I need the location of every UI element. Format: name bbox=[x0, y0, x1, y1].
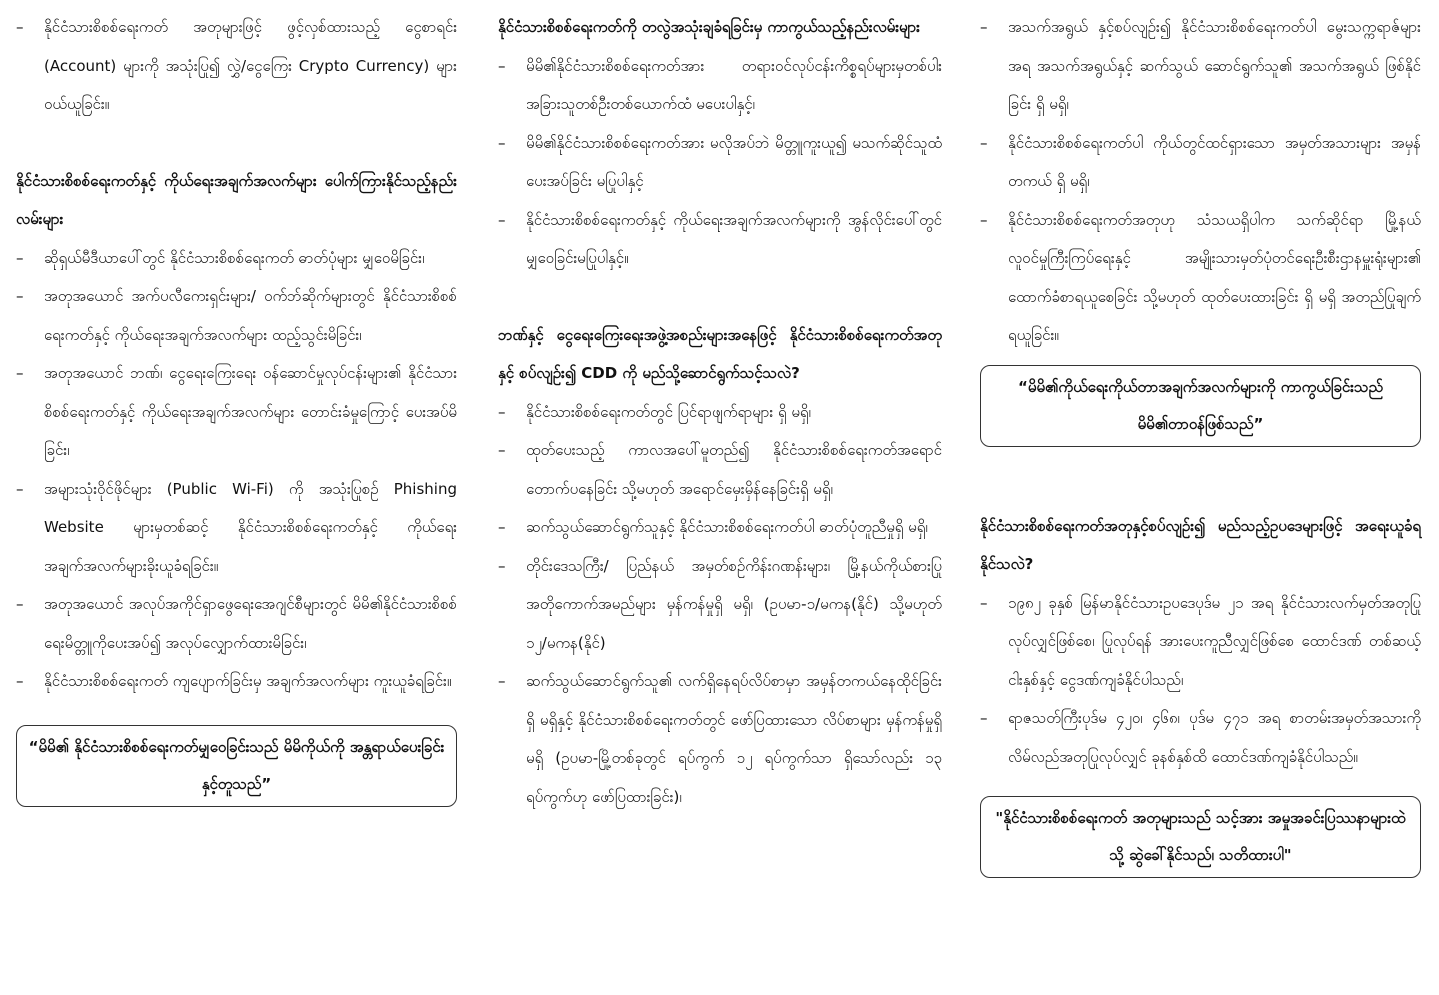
list-item bbox=[16, 662, 457, 701]
list-item bbox=[498, 547, 942, 663]
dash-bullet: – bbox=[498, 56, 506, 75]
list-item bbox=[16, 585, 457, 662]
dash-bullet: – bbox=[980, 210, 988, 229]
dash-bullet: – bbox=[498, 518, 506, 536]
dash-bullet: – bbox=[16, 479, 24, 498]
list-item-text: အတုအယောင် ဘဏ်၊ ငွေရေးကြေးရေး ဝန်ဆောင်မှုလုပ်ငန်းများ၏ နိုင်ငံသားစိစစ်ရေးကတ်နှင့် ကိုယ်ရေးအချက်အလက်များ တောင်းခံမှုကြောင့် ပေးအပ်မိခြင်း၊ bbox=[44, 364, 457, 459]
column-2 bbox=[498, 8, 942, 816]
leak-methods-list bbox=[16, 239, 457, 701]
dash-bullet: – bbox=[980, 18, 988, 36]
list-item-text: ဆက်သွယ်ဆောင်ရွက်သူနှင့် နိုင်ငံသားစိစစ်ရေးကတ်ပါ ဓာတ်ပုံတူညီမှုရှိ မရှိ၊ bbox=[526, 518, 928, 536]
dash-bullet: – bbox=[16, 287, 24, 305]
list-item bbox=[980, 8, 1421, 124]
dash-bullet: – bbox=[16, 595, 24, 613]
section-heading-leak-methods: နိုင်ငံသားစိစစ်ရေးကတ်နှင့် ကိုယ်ရေးအချက်အလက်များ ပေါက်ကြားနိုင်သည့်နည်းလမ်းများ bbox=[16, 171, 457, 228]
list-item-text: ထုတ်ပေးသည့် ကာလအပေါ်မူတည်၍ နိုင်ငံသားစိစစ်ရေးကတ်အရောင်တောက်ပနေခြင်း သို့မဟုတ် အရောင်မှေးမှိန်နေခြင်းရှိ မရှိ၊ bbox=[526, 441, 942, 498]
list-item-text: နိုင်ငံသားစိစစ်ရေးကတ် အတုများဖြင့် ဖွင့်လှစ်ထားသည့် ငွေစာရင်း (Account) များကို အသုံးပြု၍ လွှဲ/ငွေကြေး Crypto Currency) များ ဝယ်ယူခြင်း။ bbox=[44, 18, 457, 113]
dash-bullet: – bbox=[16, 248, 24, 267]
cdd-checks-list bbox=[498, 393, 942, 817]
list-item-text: နိုင်ငံသားစိစစ်ရေးကတ် ကျပျောက်ခြင်းမှ အချက်အလက်များ ကူးယူခံရခြင်း။ bbox=[44, 672, 452, 690]
list-item bbox=[498, 124, 942, 201]
dash-bullet: – bbox=[498, 441, 506, 459]
dash-bullet: – bbox=[980, 133, 988, 152]
list-item bbox=[980, 584, 1421, 700]
list-item-text: ဆိုရှယ်မီဒီယာပေါ်တွင် နိုင်ငံသားစိစစ်ရေးကတ် ဓာတ်ပုံများ မျှဝေမိခြင်း၊ bbox=[44, 248, 425, 267]
list-item-text: နိုင်ငံသားစိစစ်ရေးကတ်ပါ ကိုယ်တွင်ထင်ရှားသော အမှတ်အသားများ အမှန်တကယ် ရှိ မရှိ၊ bbox=[1008, 133, 1421, 190]
dash-bullet: – bbox=[16, 18, 24, 36]
list-item-text: နိုင်ငံသားစိစစ်ရေးကတ်နှင့် ကိုယ်ရေးအချက်အလက်များကို အွန်လိုင်းပေါ်တွင် မျှဝေခြင်းမပြုပါနှင့်။ bbox=[526, 210, 942, 267]
quote-box-sharing-warning: “မိမိ၏ နိုင်ငံသားစိစစ်ရေးကတ်မျှဝေခြင်းသည် မိမိကိုယ်ကို အန္တရာယ်ပေးခြင်းနှင့်တူသည်” bbox=[16, 725, 457, 807]
list-item-text: ရာဇသတ်ကြီးပုဒ်မ ၄၂၀၊ ၄၆၈၊ ပုဒ်မ ၄၇၁ အရ စာတမ်းအမှတ်အသားကို လိမ်လည်အတုပြုလုပ်လျှင် ခုနစ်နှစ်ထိ ထောင်ဒဏ်ကျခံနိုင်ပါသည်။ bbox=[1008, 709, 1421, 766]
quote-box-fake-card-warning: "နိုင်ငံသားစိစစ်ရေးကတ် အတုများသည် သင့်အား အမှုအခင်းပြဿနာများထဲသို့ ဆွဲခေါ်နိုင်သည်၊ သတိထားပါ" bbox=[980, 796, 1421, 878]
list-item bbox=[498, 508, 942, 547]
dash-bullet: – bbox=[498, 133, 506, 152]
list-item bbox=[498, 47, 942, 124]
list-item bbox=[980, 124, 1421, 201]
list-item bbox=[498, 393, 942, 432]
list-item bbox=[16, 277, 457, 354]
dash-bullet: – bbox=[498, 402, 506, 421]
list-item-text: မိမိ၏နိုင်ငံသားစိစစ်ရေးကတ်အား မလိုအပ်ဘဲ မိတ္တူကူးယူ၍ မသက်ဆိုင်သူထံပေးအပ်ခြင်း မပြုပါနှင့် bbox=[526, 133, 942, 190]
list-item-text: နိုင်ငံသားစိစစ်ရေးကတ်အတုဟု သံသယရှိပါက သက်ဆိုင်ရာ မြို့နယ်လူဝင်မှုကြီးကြပ်ရေးနှင့် အမျိုးသားမှတ်ပုံတင်ရေးဦးစီးဌာနမှူးရုံးများ၏ ထောက်ခံစာရယူစေခြင်း သို့မဟုတ် ထုတ်ပေးထားခြင်း ရှိ မရှိ အတည်ပြုချက်ရယူခြင်း။ bbox=[1008, 210, 1421, 344]
list-item-text: အသက်အရွယ် နှင့်စပ်လျဉ်း၍ နိုင်ငံသားစိစစ်ရေးကတ်ပါ မွေးသက္ကရာဇ်များအရ အသက်အရွယ်နှင့် ဆက်သွယ် ဆောင်ရွက်သူ၏ အသက်အရွယ် ဖြစ်နိုင်ခြင်း ရှိ မရှိ၊ bbox=[1008, 18, 1421, 113]
list-item-text: နိုင်ငံသားစိစစ်ရေးကတ်တွင် ပြင်ရာဖျက်ရာများ ရှိ မရှိ၊ bbox=[526, 402, 811, 421]
list-item bbox=[498, 431, 942, 508]
list-item bbox=[980, 699, 1421, 776]
list-item bbox=[16, 239, 457, 278]
column-1 bbox=[16, 8, 457, 807]
list-item-text: ဆက်သွယ်ဆောင်ရွက်သူ၏ လက်ရှိနေရပ်လိပ်စာမှာ အမှန်တကယ်နေထိုင်ခြင်း ရှိ မရှိနှင့် နိုင်ငံသားစိစစ်ရေးကတ်တွင် ဖော်ပြထားသော လိပ်စာများ မှန်ကန်မှုရှိ မရှိ (ဥပမာ-မြို့တစ်ခုတွင် ရပ်ကွက် ၁၂ ရပ်ကွက်သာ ရှိသော်လည်း ၁၃ ရပ်ကွက်ဟု ဖော်ပြထားခြင်း)၊ bbox=[526, 672, 942, 806]
list-item-text: အတုအယောင် အက်ပလီကေးရှင်းများ/ ဝက်ဘ်ဆိုက်များတွင် နိုင်ငံသားစိစစ်ရေးကတ်နှင့် ကိုယ်ရေးအချက်အလက်များ ထည့်သွင်းမိခြင်း၊ bbox=[44, 287, 457, 344]
list-item bbox=[16, 470, 457, 586]
cdd-checks-continued-list bbox=[980, 8, 1421, 355]
prevention-list bbox=[498, 47, 942, 278]
list-item bbox=[980, 201, 1421, 355]
dash-bullet: – bbox=[498, 672, 506, 690]
dash-bullet: – bbox=[980, 709, 988, 727]
column-3 bbox=[980, 8, 1421, 878]
quote-box-protect-data: “မိမိ၏ကိုယ်ရေးကိုယ်တာအချက်အလက်များကို ကာကွယ်ခြင်းသည် မိမိ၏တာဝန်ဖြစ်သည်” bbox=[980, 365, 1421, 447]
list-item-text: မိမိ၏နိုင်ငံသားစိစစ်ရေးကတ်အား တရားဝင်လုပ်ငန်းကိစ္စရပ်များမှတစ်ပါး အခြားသူတစ်ဦးတစ်ယောက်ထံ မပေးပါနှင့်၊ bbox=[526, 56, 942, 113]
laws-list bbox=[980, 584, 1421, 777]
list-item-text: တိုင်းဒေသကြီး/ ပြည်နယ် အမှတ်စဉ်ကိန်းဂဏန်းများ၊ မြို့နယ်ကိုယ်စားပြု အတိုကောက်အမည်များ မှန်ကန်မှုရှိ မရှိ၊ (ဥပမာ-၁/မကန(နိုင်) သို့မဟုတ် ၁၂/မကန(နိုင်) bbox=[526, 556, 942, 652]
dash-bullet: – bbox=[16, 672, 24, 690]
section-heading-prevention: နိုင်ငံသားစိစစ်ရေးကတ်ကို တလွဲအသုံးချခံရခြင်းမှ ကာကွယ်သည့်နည်းလမ်းများ bbox=[498, 18, 920, 36]
section-heading-laws: နိုင်ငံသားစိစစ်ရေးကတ်အတုနှင့်စပ်လျဉ်း၍ မည်သည့်ဥပဒေများဖြင့် အရေးယူခံရနိုင်သလဲ? bbox=[980, 516, 1421, 573]
list-item-text: အများသုံးဝိုင်ဖိုင်များ (Public Wi-Fi) ကို အသုံးပြုစဉ် Phishing Website များမှတစ်ဆင့် နိုင်ငံသားစိစစ်ရေးကတ်နှင့် ကိုယ်ရေးအချက်အလက်များခိုးယူခံရခြင်း။ bbox=[44, 479, 457, 575]
list-item bbox=[498, 201, 942, 278]
intro-list bbox=[16, 8, 457, 124]
dash-bullet: – bbox=[498, 210, 506, 229]
list-item-text: ၁၉၈၂ ခုနှစ် မြန်မာနိုင်ငံသားဥပဒေပုဒ်မ ၂၁ အရ နိုင်ငံသားလက်မှတ်အတုပြုလုပ်လျှင်ဖြစ်စေ၊ ပြုလုပ်ရန် အားပေးကူညီလျှင်ဖြစ်စေ ထောင်ဒဏ် တစ်ဆယ့်ငါးနှစ်နှင့် ငွေဒဏ်ကျခံနိုင်ပါသည်၊ bbox=[1008, 593, 1421, 689]
dash-bullet: – bbox=[498, 556, 506, 575]
dash-bullet: – bbox=[980, 593, 988, 612]
list-item bbox=[16, 8, 457, 124]
list-item bbox=[498, 662, 942, 816]
list-item bbox=[16, 354, 457, 470]
dash-bullet: – bbox=[16, 364, 24, 382]
section-heading-cdd: ဘဏ်နှင့် ငွေရေးကြေးရေးအဖွဲ့အစည်းများအနေဖြင့် နိုင်ငံသားစိစစ်ရေးကတ်အတုနှင့် စပ်လျဉ်း၍ CDD ကို မည်သို့ဆောင်ရွက်သင့်သလဲ? bbox=[498, 325, 942, 382]
list-item-text: အတုအယောင် အလုပ်အကိုင်ရှာဖွေရေးအေဂျင်စီများတွင် မိမိ၏နိုင်ငံသားစိစစ်ရေးမိတ္တူကိုပေးအပ်၍ အလုပ်လျှောက်ထားမိခြင်း၊ bbox=[44, 595, 457, 652]
